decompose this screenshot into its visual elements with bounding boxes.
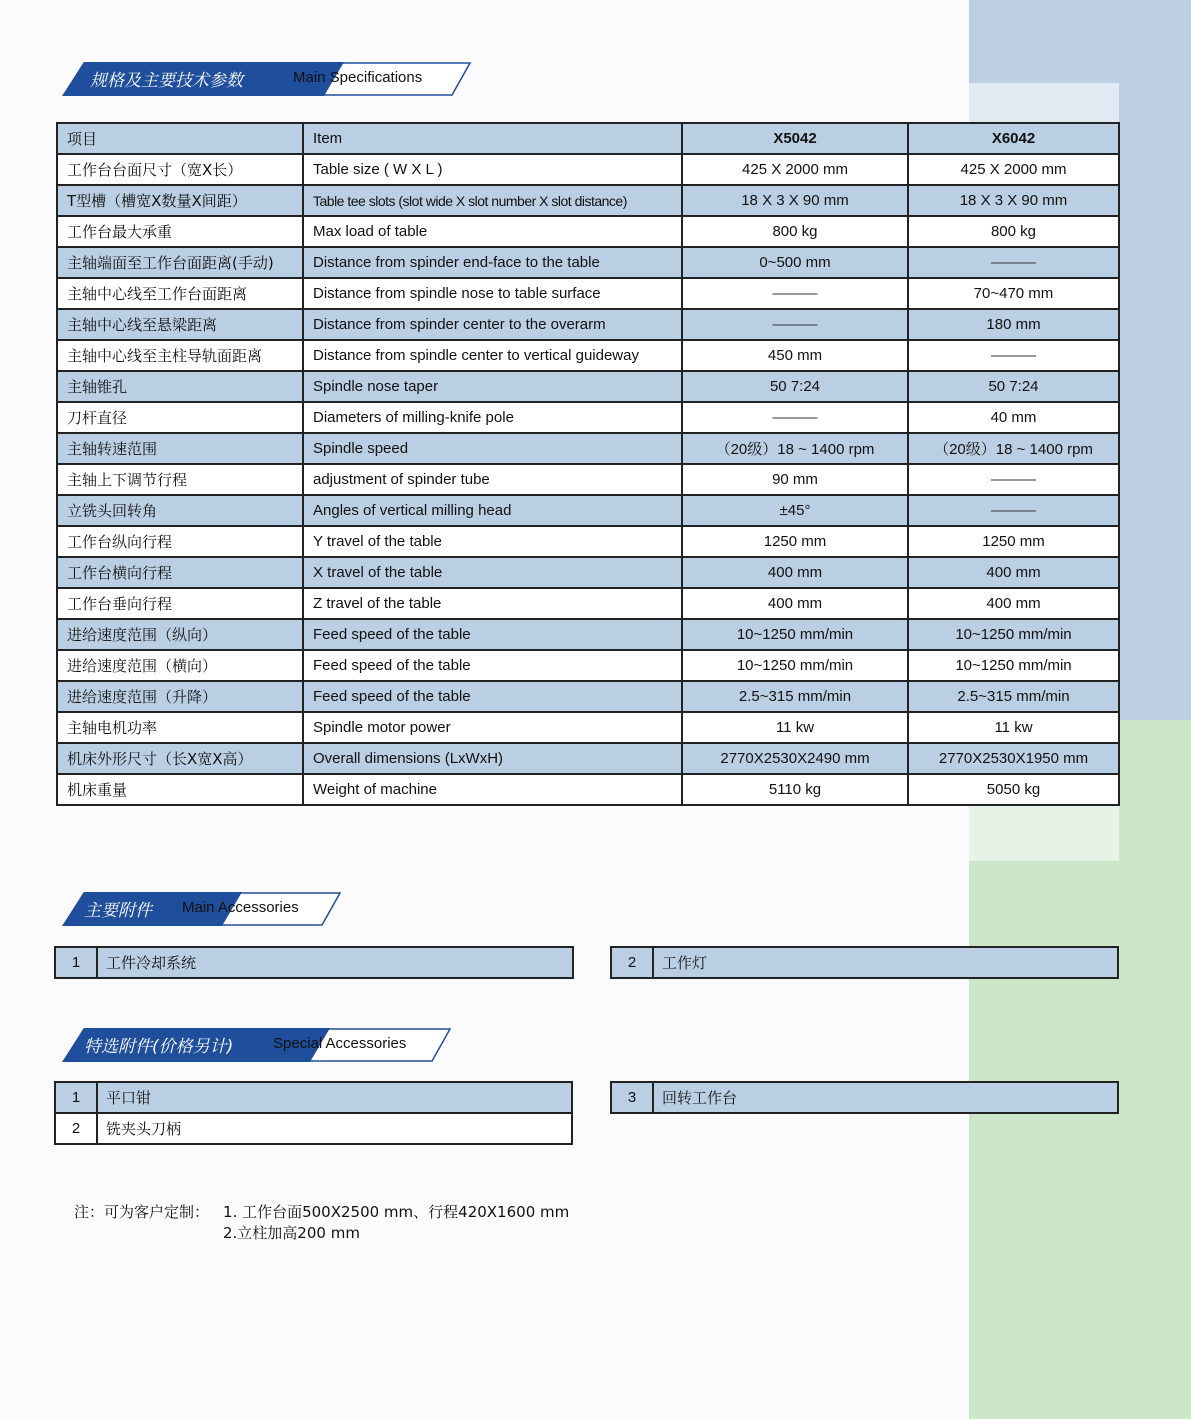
value-x5042: 5110 kg: [682, 774, 908, 805]
row-label-cn: 进给速度范围（纵向）: [57, 619, 303, 650]
list-item: [55, 947, 573, 978]
table-row: [57, 185, 1119, 216]
section-header-main-accessories: [62, 892, 342, 926]
note-line-2: 2.立柱加高200 mm: [223, 1224, 360, 1242]
value-x6042: 180 mm: [908, 309, 1119, 340]
value-x6042: 10~1250 mm/min: [908, 619, 1119, 650]
note-prefix: 注：可为客户定制：: [74, 1203, 210, 1221]
row-label-en: Diameters of milling-knife pole: [303, 402, 682, 433]
row-label-en: Spindle motor power: [303, 712, 682, 743]
list-item: [611, 1082, 1118, 1113]
value-x5042: 400 mm: [682, 588, 908, 619]
value-x6042: 5050 kg: [908, 774, 1119, 805]
table-row: [57, 340, 1119, 371]
row-label-en: Z travel of the table: [303, 588, 682, 619]
table-row: [57, 216, 1119, 247]
value-x5042: 1250 mm: [682, 526, 908, 557]
value-x6042: 400 mm: [908, 588, 1119, 619]
value-x5042: 50 7:24: [682, 371, 908, 402]
header-model-x5042: X5042: [682, 123, 908, 154]
list-item: [55, 1113, 572, 1144]
value-x6042: ———: [908, 247, 1119, 278]
row-label-cn: 主轴转速范围: [57, 433, 303, 464]
table-row: [57, 681, 1119, 712]
item-number: 1: [55, 1082, 97, 1113]
value-x5042: 425 X 2000 mm: [682, 154, 908, 185]
value-x5042: 90 mm: [682, 464, 908, 495]
value-x6042: 18 X 3 X 90 mm: [908, 185, 1119, 216]
value-x5042: 18 X 3 X 90 mm: [682, 185, 908, 216]
value-x5042: 0~500 mm: [682, 247, 908, 278]
item-name: 工作灯: [653, 947, 1118, 978]
value-x5042: 2770X2530X2490 mm: [682, 743, 908, 774]
table-row: [57, 309, 1119, 340]
row-label-en: Table size ( W X L ): [303, 154, 682, 185]
row-label-en: Max load of table: [303, 216, 682, 247]
row-label-cn: 机床外形尺寸（长X宽X高）: [57, 743, 303, 774]
item-name: 平口钳: [97, 1082, 572, 1113]
item-number: 2: [55, 1113, 97, 1144]
row-label-cn: 主轴端面至工作台面距离(手动): [57, 247, 303, 278]
row-label-cn: 机床重量: [57, 774, 303, 805]
value-x6042: 40 mm: [908, 402, 1119, 433]
row-label-en: Distance from spinder end-face to the table: [303, 247, 682, 278]
row-label-en: adjustment of spinder tube: [303, 464, 682, 495]
header-model-x6042: X6042: [908, 123, 1119, 154]
row-label-en: Weight of machine: [303, 774, 682, 805]
row-label-en: Angles of vertical milling head: [303, 495, 682, 526]
table-row: [57, 712, 1119, 743]
value-x6042: 400 mm: [908, 557, 1119, 588]
row-label-en: Spindle speed: [303, 433, 682, 464]
value-x5042: 800 kg: [682, 216, 908, 247]
row-label-cn: 工作台垂向行程: [57, 588, 303, 619]
value-x5042: ———: [682, 309, 908, 340]
value-x5042: 11 kw: [682, 712, 908, 743]
table-row: [57, 743, 1119, 774]
item-name: 铣夹头刀柄: [97, 1113, 572, 1144]
section-title-cn: 主要附件: [84, 901, 152, 921]
header-cn: 项目: [57, 123, 303, 154]
value-x6042: 70~470 mm: [908, 278, 1119, 309]
section-header-specs: [62, 62, 472, 96]
value-x5042: ———: [682, 278, 908, 309]
header-en: Item: [303, 123, 682, 154]
table-row: [57, 619, 1119, 650]
special-accessories-left: [54, 1081, 573, 1145]
value-x5042: 400 mm: [682, 557, 908, 588]
item-name: 工件冷却系统: [97, 947, 573, 978]
spec-table: [56, 122, 1120, 806]
value-x6042: ———: [908, 340, 1119, 371]
table-row: [57, 247, 1119, 278]
row-label-cn: 刀杆直径: [57, 402, 303, 433]
value-x6042: 800 kg: [908, 216, 1119, 247]
row-label-cn: T型槽（槽宽X数量X间距）: [57, 185, 303, 216]
table-row: [57, 433, 1119, 464]
table-row: [57, 464, 1119, 495]
row-label-en: Table tee slots (slot wide X slot number X slot distance): [303, 185, 682, 216]
value-x6042: 1250 mm: [908, 526, 1119, 557]
value-x5042: 10~1250 mm/min: [682, 650, 908, 681]
table-row: [57, 278, 1119, 309]
row-label-cn: 工作台台面尺寸（宽X长）: [57, 154, 303, 185]
item-number: 2: [611, 947, 653, 978]
value-x5042: （20级）18 ~ 1400 rpm: [682, 433, 908, 464]
row-label-en: Spindle nose taper: [303, 371, 682, 402]
table-row: [57, 650, 1119, 681]
row-label-en: Overall dimensions (LxWxH): [303, 743, 682, 774]
row-label-en: Distance from spindle center to vertical guideway: [303, 340, 682, 371]
section-title-en: Special Accessories: [273, 1035, 407, 1052]
value-x6042: 11 kw: [908, 712, 1119, 743]
row-label-cn: 工作台横向行程: [57, 557, 303, 588]
row-label-cn: 工作台纵向行程: [57, 526, 303, 557]
value-x5042: ±45°: [682, 495, 908, 526]
row-label-en: Feed speed of the table: [303, 619, 682, 650]
value-x6042: 10~1250 mm/min: [908, 650, 1119, 681]
row-label-cn: 进给速度范围（升降）: [57, 681, 303, 712]
row-label-cn: 主轴中心线至悬梁距离: [57, 309, 303, 340]
note-line-1: 1. 工作台面500X2500 mm、行程420X1600 mm: [223, 1203, 570, 1221]
row-label-cn: 立铣头回转角: [57, 495, 303, 526]
row-label-cn: 主轴上下调节行程: [57, 464, 303, 495]
value-x6042: ———: [908, 495, 1119, 526]
main-accessories-left: [54, 946, 574, 979]
section-title-cn: 特选附件(价格另计): [84, 1037, 234, 1057]
row-label-en: Distance from spinder center to the overarm: [303, 309, 682, 340]
section-title-cn: 规格及主要技术参数: [90, 71, 243, 91]
table-row: [57, 588, 1119, 619]
table-row: [57, 774, 1119, 805]
section-header-special-accessories: [62, 1028, 452, 1062]
list-item: [55, 1082, 572, 1113]
value-x5042: 450 mm: [682, 340, 908, 371]
row-label-cn: 主轴中心线至主柱导轨面距离: [57, 340, 303, 371]
table-row: [57, 495, 1119, 526]
row-label-en: Distance from spindle nose to table surface: [303, 278, 682, 309]
value-x6042: （20级）18 ~ 1400 rpm: [908, 433, 1119, 464]
table-row: [57, 402, 1119, 433]
table-row: [57, 526, 1119, 557]
row-label-en: Y travel of the table: [303, 526, 682, 557]
table-row: [57, 371, 1119, 402]
row-label-cn: 主轴锥孔: [57, 371, 303, 402]
value-x6042: ———: [908, 464, 1119, 495]
section-title-en: Main Specifications: [293, 69, 423, 86]
value-x6042: 50 7:24: [908, 371, 1119, 402]
row-label-en: Feed speed of the table: [303, 650, 682, 681]
item-number: 1: [55, 947, 97, 978]
row-label-en: Feed speed of the table: [303, 681, 682, 712]
table-row: [57, 557, 1119, 588]
table-row: [57, 154, 1119, 185]
row-label-cn: 工作台最大承重: [57, 216, 303, 247]
section-title-en: Main Accessories: [182, 899, 299, 916]
value-x5042: 2.5~315 mm/min: [682, 681, 908, 712]
row-label-cn: 主轴中心线至工作台面距离: [57, 278, 303, 309]
main-accessories-right: [610, 946, 1119, 979]
value-x6042: 2770X2530X1950 mm: [908, 743, 1119, 774]
item-number: 3: [611, 1082, 653, 1113]
table-header-row: [57, 123, 1119, 154]
special-accessories-right: [610, 1081, 1119, 1114]
value-x6042: 425 X 2000 mm: [908, 154, 1119, 185]
row-label-en: X travel of the table: [303, 557, 682, 588]
row-label-cn: 进给速度范围（横向）: [57, 650, 303, 681]
value-x5042: ———: [682, 402, 908, 433]
list-item: [611, 947, 1118, 978]
value-x5042: 10~1250 mm/min: [682, 619, 908, 650]
value-x6042: 2.5~315 mm/min: [908, 681, 1119, 712]
row-label-cn: 主轴电机功率: [57, 712, 303, 743]
item-name: 回转工作台: [653, 1082, 1118, 1113]
